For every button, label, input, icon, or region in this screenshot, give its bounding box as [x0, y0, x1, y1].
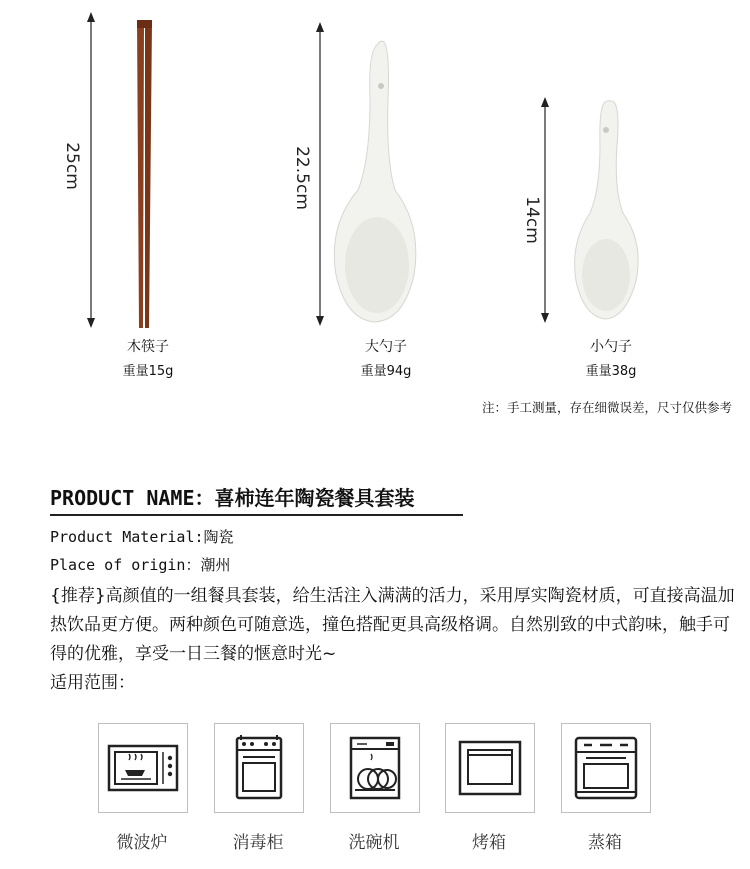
small-spoon-weight: 重量38g: [585, 364, 637, 379]
appliance-label-microwave: 微波炉: [116, 833, 168, 853]
sterilizer-icon: [215, 724, 303, 812]
steam-oven-box: [561, 723, 651, 813]
small-spoon-dimension: 14cm: [521, 196, 542, 244]
dishwasher-box: [330, 723, 420, 813]
product-description: [50, 582, 740, 698]
steam-oven-icon: [562, 724, 650, 812]
small-spoon-name: 小勺子: [590, 339, 632, 355]
product-material: Product Material:陶瓷: [50, 528, 234, 546]
description-text: {推荐}高颜值的一组餐具套装，给生活注入满满的活力，采用厚实陶瓷材质，可直接高温加热饮品更方便。两种颜色可随意选，撞色搭配更具高级格调。自然别致的中式韵味，触手可得的优雅，享受一日三餐的惬意时光~: [50, 586, 735, 664]
appliance-label-dishwasher: 洗碗机: [348, 833, 400, 853]
appliance-label-steam-oven: 蒸箱: [588, 833, 622, 853]
place-of-origin: Place of origin：潮州: [50, 556, 231, 574]
title-underline: [50, 514, 463, 516]
appliance-label-sterilizer: 消毒柜: [232, 833, 284, 853]
oven-box: [445, 723, 535, 813]
chopsticks-dimension: 25cm: [61, 142, 82, 190]
chopsticks-weight: 重量15g: [122, 364, 174, 379]
big-spoon-dimension: 22.5cm: [291, 146, 312, 210]
big-spoon-weight: 重量94g: [360, 364, 412, 379]
oven-icon: [446, 724, 534, 812]
dishwasher-icon: [331, 724, 419, 812]
usage-label: 适用范围：: [50, 673, 135, 693]
measurement-note: 注：手工测量，存在细微误差，尺寸仅供参考: [481, 400, 732, 415]
big-spoon-illustration: [300, 20, 440, 335]
appliance-label-oven: 烤箱: [472, 833, 506, 853]
microwave-icon: [99, 724, 187, 812]
product-title: PRODUCT NAME：喜柿连年陶瓷餐具套装: [50, 486, 415, 510]
chopsticks-name: 木筷子: [127, 339, 169, 355]
big-spoon-name: 大勺子: [365, 339, 407, 355]
microwave-box: [98, 723, 188, 813]
sterilizer-box: [214, 723, 304, 813]
